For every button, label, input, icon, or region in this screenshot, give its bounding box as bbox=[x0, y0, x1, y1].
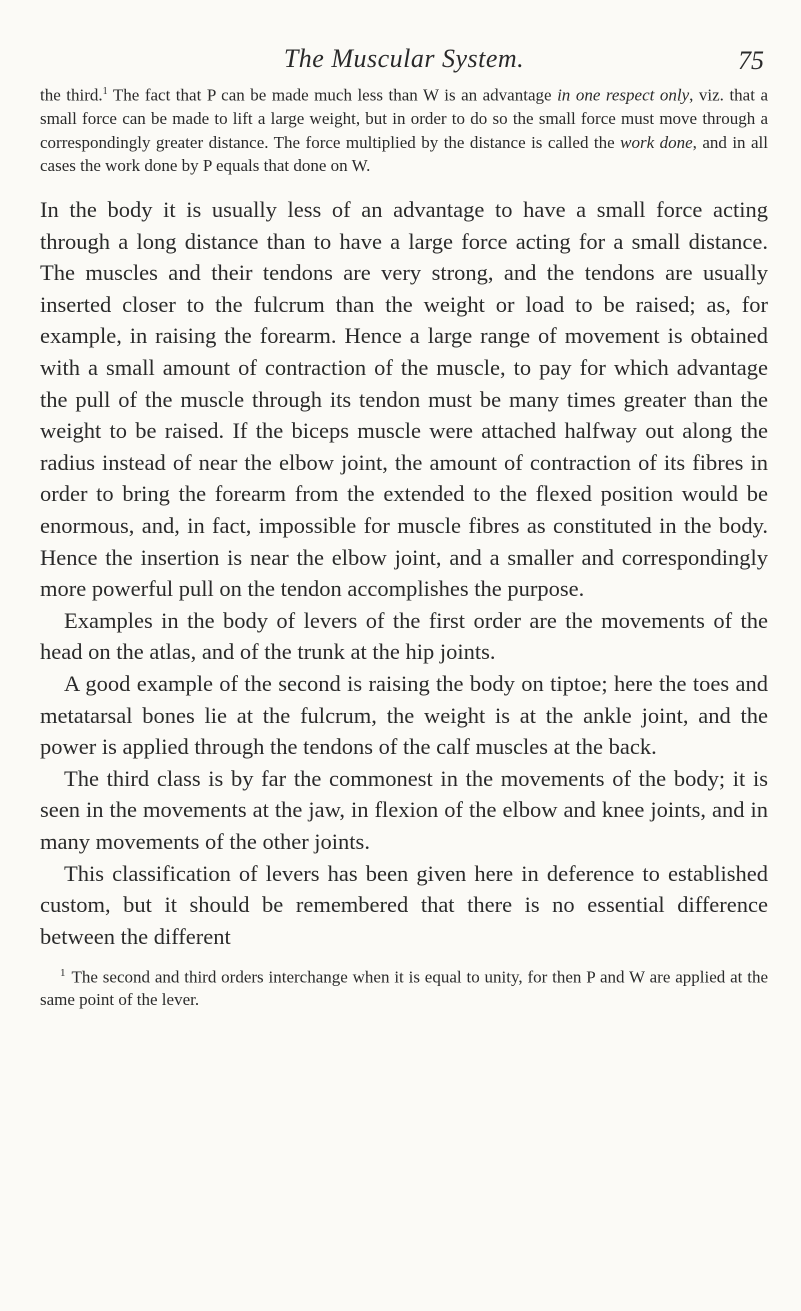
footnote-text: The second and third orders interchange when it is equal to unity, for then P and W are applied at the same point of the lever. bbox=[40, 967, 768, 1009]
running-head bbox=[40, 0, 768, 80]
continued-paragraph bbox=[40, 80, 768, 178]
body-text bbox=[40, 194, 768, 952]
paragraph: Examples in the body of levers of the first order are the movements of the head on the atlas, and of the trunk at the hip joints. bbox=[40, 607, 768, 665]
italic-run: in one respect only bbox=[557, 85, 690, 105]
italic-run: work done bbox=[620, 132, 693, 152]
text-run: , viz. that a small force can be made to lift a large weight, but in order to do so the small force must move through a correspondingly greater distance. The force multiplied by the distance is called the bbox=[40, 85, 769, 152]
page-number: 75 bbox=[738, 46, 764, 75]
book-page bbox=[40, 0, 768, 1028]
paragraph: A good example of the second is raising the body on tiptoe; here the toes and metatarsal bones lie at the fulcrum, the weight is at the ankle joint, and the power is applied through the tendons of the calf muscles at the back. bbox=[40, 670, 768, 760]
footnote-reference: 1 bbox=[102, 86, 108, 97]
footnote bbox=[40, 962, 768, 1011]
footnote-mark: 1 bbox=[60, 967, 66, 980]
paragraph: In the body it is usually less of an advantage to have a small force acting through a long distance than to have a large force acting for a small distance. The muscles and their tendons are very strong, and the tendons are usually inserted closer to the fulcrum than the weight or load to be raised; as, for example, in raising the forearm. Hence a large range of movement is obtained with a small amount of contraction of the muscle, to pay for which advantage the pull of the muscle through its tendon must be many times greater than the weight to be raised. If the biceps muscle were attached halfway out along the radius instead of near the elbow joint, the amount of contraction of its fibres in order to bring the forearm from the extended to the flexed position would be enormous, and, in fact, impossible for muscle fibres as constituted in the body. Hence the insertion is near the elbow joint, and a smaller and correspondingly more powerful pull on the tendon accomplishes the purpose. bbox=[40, 197, 768, 602]
paragraph: This classification of levers has been given here in deference to established custom, but it should be remembered that there is no essential difference between the different bbox=[40, 860, 768, 949]
text-run: , and in all cases the work done by P equals that done on W. bbox=[40, 132, 768, 176]
running-title: The Muscular System. bbox=[283, 44, 525, 73]
text-run: The fact that P can be made much less than W is an advantage bbox=[107, 85, 558, 105]
paragraph: The third class is by far the commonest in the movements of the body; it is seen in the movements at the jaw, in flexion of the elbow and knee joints, and in many movements of the other joints. bbox=[40, 765, 768, 854]
text-run: the third. bbox=[40, 85, 103, 105]
